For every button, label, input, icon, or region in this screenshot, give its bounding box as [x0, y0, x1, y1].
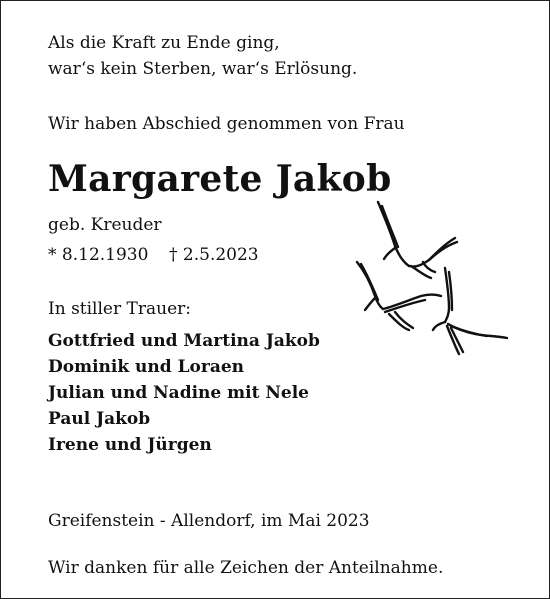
- verse-line-2: war‘s kein Sterben, war‘s Erlösung.: [48, 59, 358, 79]
- birth-date: * 8.12.1930: [48, 245, 149, 265]
- bird-icon: [378, 202, 457, 278]
- death-date: † 2.5.2023: [169, 245, 259, 265]
- mourner-name: Dominik und Loraen: [48, 357, 245, 377]
- verse-line-1: Als die Kraft zu Ende ging,: [48, 33, 280, 53]
- maiden-name: geb. Kreuder: [48, 215, 162, 235]
- bird-icon: [433, 268, 507, 354]
- intro-text: Wir haben Abschied genommen von Frau: [48, 114, 405, 134]
- mourner-name: Gottfried und Martina Jakob: [48, 331, 320, 351]
- bird-icon: [357, 262, 441, 330]
- deceased-name: Margarete Jakob: [48, 158, 392, 200]
- place-date: Greifenstein - Allendorf, im Mai 2023: [48, 511, 370, 531]
- mourner-name: Paul Jakob: [48, 409, 151, 429]
- mourner-name: Julian und Nadine mit Nele: [48, 383, 309, 403]
- mourners-heading: In stiller Trauer:: [48, 299, 191, 319]
- thanks-text: Wir danken für alle Zeichen der Anteilnahme.: [48, 558, 444, 578]
- mourner-name: Irene und Jürgen: [48, 435, 212, 455]
- flying-birds-icon: [351, 196, 516, 366]
